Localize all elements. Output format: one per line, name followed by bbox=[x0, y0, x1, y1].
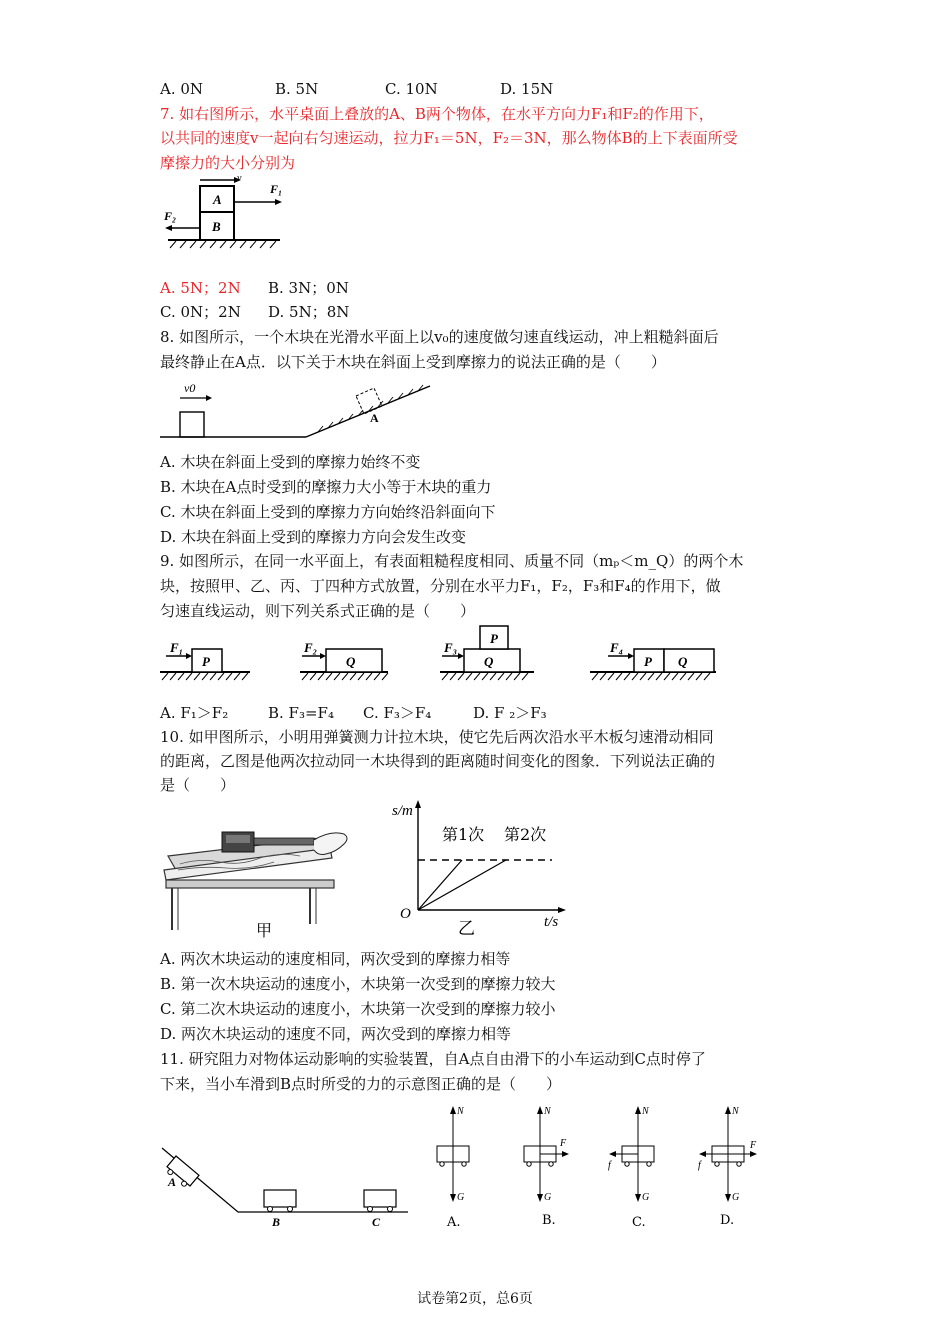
normal-force-label: N bbox=[544, 1106, 551, 1117]
gravity-label: G bbox=[457, 1192, 465, 1203]
q10-figure-jia bbox=[160, 818, 360, 940]
point-a-label: A bbox=[168, 1175, 177, 1189]
option: C. 0N；2N bbox=[160, 303, 241, 321]
q10-figure-yi bbox=[392, 798, 582, 940]
block-q-label: Q bbox=[346, 654, 356, 669]
diagram-label: A. bbox=[447, 1215, 461, 1230]
q11-option-b-diagram bbox=[512, 1102, 582, 1232]
second-trial-label: 第2次 bbox=[504, 825, 547, 844]
figure-jia-label: 甲 bbox=[256, 921, 273, 940]
block-q-label: Q bbox=[484, 654, 494, 669]
f1-label: F₁ bbox=[270, 182, 283, 196]
q6-options bbox=[160, 79, 553, 99]
q11-setup-figure bbox=[160, 1130, 410, 1230]
q8-figure bbox=[160, 378, 450, 442]
q7-options-row1 bbox=[160, 278, 349, 298]
option: D. 5N；8N bbox=[268, 303, 350, 321]
x-axis-label: t/s bbox=[544, 914, 559, 930]
diagram-label: C. bbox=[632, 1215, 646, 1230]
normal-force-label: N bbox=[642, 1106, 649, 1117]
option: B. 3N；0N bbox=[268, 279, 349, 297]
option: C. F₃＞F₄ bbox=[363, 704, 432, 722]
q11-option-a-diagram bbox=[425, 1102, 487, 1232]
option: A. 0N bbox=[160, 80, 204, 98]
q8-option-c: C. 木块在斜面上受到的摩擦力方向始终沿斜面向下 bbox=[160, 503, 496, 521]
block-q-label: Q bbox=[678, 654, 688, 669]
f1-label: F₁ bbox=[170, 640, 184, 655]
q8-option-b: B. 木块在A点时受到的摩擦力大小等于木块的重力 bbox=[160, 478, 492, 496]
point-b-label: B bbox=[272, 1215, 281, 1229]
q11-option-c-diagram bbox=[602, 1102, 672, 1232]
friction-label: f bbox=[608, 1160, 611, 1171]
q10-text-1: 10. 如甲图所示，小明用弹簧测力计拉木块，使它先后两次沿水平木板匀速滑动相同 bbox=[160, 728, 714, 746]
q11-text-1: 11. 研究阻力对物体运动影响的实验装置，自A点自由滑下的小车运动到C点时停了 bbox=[160, 1050, 706, 1068]
q10-option-b: B. 第一次木块运动的速度小，木块第一次受到的摩擦力较大 bbox=[160, 975, 556, 993]
q7-text-1: 7. 如右图所示，水平桌面上叠放的A、B两个物体，在水平方向力F₁和F₂的作用下， bbox=[160, 105, 714, 123]
block-p-label: P bbox=[202, 654, 210, 669]
q10-option-a: A. 两次木块运动的速度相同，两次受到的摩擦力相等 bbox=[160, 950, 511, 968]
option: B. 5N bbox=[275, 80, 319, 98]
option: A. F₁＞F₂ bbox=[160, 704, 229, 722]
diagram-label: B. bbox=[542, 1213, 556, 1228]
normal-force-label: N bbox=[457, 1106, 464, 1117]
option: D. F ₂＞F₃ bbox=[473, 704, 547, 722]
f2-label: F₂ bbox=[164, 209, 177, 223]
block-p-label: P bbox=[490, 631, 498, 646]
gravity-label: G bbox=[642, 1192, 650, 1203]
q11-text-2: 下来，当小车滑到B点时所受的力的示意图正确的是（ ） bbox=[160, 1075, 562, 1093]
y-axis-label: s/m bbox=[392, 803, 413, 819]
q11-option-d-diagram bbox=[690, 1102, 766, 1232]
q7-text-3: 摩擦力的大小分别为 bbox=[160, 154, 296, 172]
q8-text-1: 8. 如图所示，一个木块在光滑水平面上以v₀的速度做匀速直线运动，冲上粗糙斜面后 bbox=[160, 328, 719, 346]
f4-label: F₄ bbox=[610, 640, 624, 655]
diagram-label: D. bbox=[720, 1213, 735, 1228]
q10-option-d: D. 两次木块运动的速度不同，两次受到的摩擦力相等 bbox=[160, 1025, 512, 1043]
option: C. 10N bbox=[385, 80, 438, 98]
q7-text-2: 以共同的速度v一起向右匀速运动，拉力F₁＝5N，F₂＝3N，那么物体B的上下表面所受 bbox=[160, 129, 738, 147]
gravity-label: G bbox=[544, 1192, 552, 1203]
velocity-label: v bbox=[237, 173, 242, 184]
q10-text-2: 的距离，乙图是他两次拉动同一木块得到的距离随时间变化的图象．下列说法正确的 bbox=[160, 752, 716, 770]
f2-label: F₂ bbox=[304, 640, 318, 655]
gravity-label: G bbox=[732, 1192, 740, 1203]
q8-option-a: A. 木块在斜面上受到的摩擦力始终不变 bbox=[160, 453, 421, 471]
figure-yi-label: 乙 bbox=[458, 919, 475, 939]
q9-options bbox=[160, 703, 547, 723]
pull-force-label: F bbox=[560, 1138, 567, 1149]
point-a-label: A bbox=[370, 411, 379, 425]
option: B. F₃=F₄ bbox=[268, 704, 334, 722]
q8-option-d: D. 木块在斜面上受到的摩擦力方向会发生改变 bbox=[160, 528, 467, 546]
block-b-label: B bbox=[212, 219, 221, 234]
block-p-label: P bbox=[644, 654, 652, 669]
v0-label: v0 bbox=[184, 381, 196, 395]
q10-option-c: C. 第二次木块运动的速度小，木块第一次受到的摩擦力较小 bbox=[160, 1000, 556, 1018]
page-footer: 试卷第2页，总6页 bbox=[417, 1291, 533, 1307]
first-trial-label: 第1次 bbox=[442, 825, 485, 844]
option: D. 15N bbox=[500, 80, 554, 98]
q7-figure bbox=[160, 172, 290, 250]
normal-force-label: N bbox=[732, 1106, 739, 1117]
point-c-label: C bbox=[372, 1215, 381, 1229]
q10-text-3: 是（ ） bbox=[160, 776, 236, 794]
q7-options-row2 bbox=[160, 302, 349, 322]
option: A. 5N；2N bbox=[160, 279, 241, 297]
f3-label: F₃ bbox=[444, 640, 458, 655]
pull-force-label: F bbox=[750, 1140, 757, 1151]
origin-label: O bbox=[400, 906, 411, 922]
q9-figure bbox=[158, 622, 718, 686]
q9-text-3: 匀速直线运动，则下列关系式正确的是（ ） bbox=[160, 602, 476, 620]
q9-text-1: 9. 如图所示，在同一水平面上，有表面粗糙程度相同、质量不同（mₚ＜m_Q）的两个木 bbox=[160, 552, 744, 570]
q8-text-2: 最终静止在A点．以下关于木块在斜面上受到摩擦力的说法正确的是（ ） bbox=[160, 353, 666, 371]
q9-text-2: 块，按照甲、乙、丙、丁四种方式放置，分别在水平力F₁，F₂，F₃和F₄的作用下，做 bbox=[160, 577, 721, 595]
block-a-label: A bbox=[213, 192, 222, 207]
friction-label: f bbox=[698, 1160, 701, 1171]
